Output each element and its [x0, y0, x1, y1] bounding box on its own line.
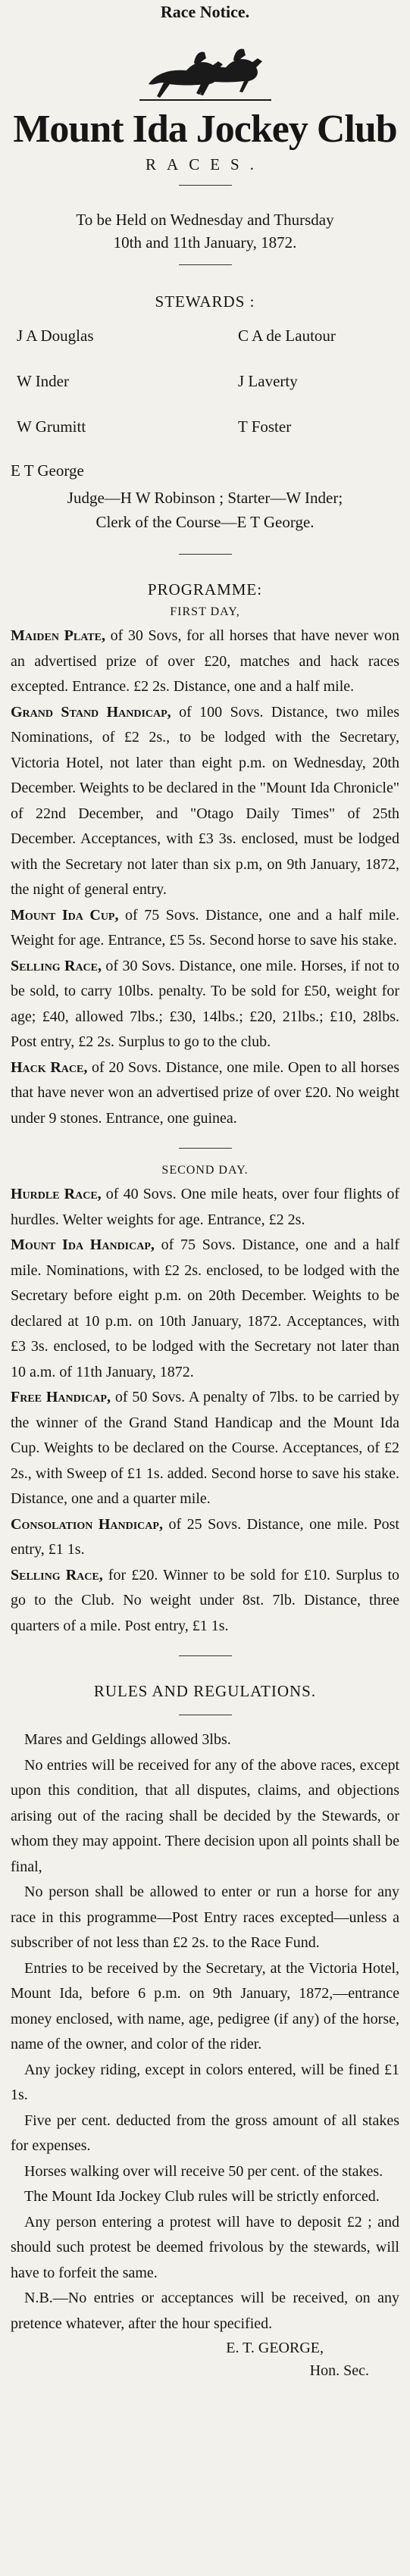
- rule-paragraph: Any person entering a protest will have to deposit £2 ; and should such protest be deemed frivolous by the stewards, will have to forfeit the same.: [11, 2213, 399, 2281]
- race-entry: [11, 700, 399, 903]
- race-entry: [11, 1385, 399, 1512]
- signature-name: E. T. GEORGE,: [226, 2340, 324, 2356]
- signature: [11, 2337, 399, 2382]
- rule-paragraph: Horses walking over will receive 50 per cent. of the stakes.: [24, 2162, 383, 2180]
- stewards-list: [11, 324, 399, 513]
- race-details: of 100 Sovs. Distance, two miles Nominations, of £2 2s., to be lodged with the Secretary, Victoria Hotel, not later than eight p.m. on Wednesday, 20th December. Weights to be declared in the "Mount Ida Chronicle" of 22nd December, and "Otago Daily Times" of 25th December. Acceptances, with £3 3s. enclosed, must be lodged with the Secretary not later than six p.m, on 9th January, 1872, the night of general entry.: [11, 703, 400, 898]
- rule-paragraph: No entries will be received for any of the above races, except upon this condition, that all disputes, claims, and objections arising out of the racing shall be decided by the Stewards, or whom they may appoint. There decision upon all points shall be final,: [11, 1756, 399, 1875]
- race-entry: [11, 1182, 399, 1233]
- second-day-races: [11, 1182, 399, 1639]
- race-title: Selling Race,: [11, 957, 102, 974]
- race-title: Free Handicap,: [11, 1389, 111, 1405]
- race-title: Grand Stand Handicap,: [11, 703, 171, 721]
- race-entry: [11, 1563, 399, 1640]
- race-details: of 20 Sovs. Distance, one mile. Open to all horses that have never won an advertised prize of over £20. No weight under 9 stones. Entrance, one guinea.: [11, 1058, 399, 1127]
- divider: [179, 264, 232, 265]
- race-details: of 75 Sovs. Distance, one and a half mile. Nominations, with £2 2s. enclosed, to be lodged with the Secretary before eight p.m. on 20th December. Weights to be declared at 10 p.m. on 10th January, 1872. Acceptances, with £3 3s. enclosed, to be lodged with the Secretary not later than 10 a.m. of 11th January, 1872.: [11, 1236, 400, 1380]
- race-title: Mount Ida Cup,: [11, 906, 119, 924]
- race-entry: [11, 624, 399, 700]
- race-title: Hurdle Race,: [11, 1186, 102, 1202]
- rule-paragraph: No person shall be allowed to enter or run a horse for any race in this programme—Post Entry races excepted—unless a subscriber of not less than £2 2s. to the Race Fund.: [11, 1884, 399, 1951]
- rule-paragraph: Mares and Geldings allowed 3lbs.: [24, 1731, 231, 1748]
- rules-list: [11, 1727, 399, 2337]
- steward-name: W Inder: [17, 372, 69, 390]
- rule-paragraph: Five per cent. deducted from the gross amount of all stakes for expenses.: [11, 2112, 399, 2154]
- signature-title: Hon. Sec.: [309, 2362, 369, 2379]
- steward-name: E T George: [11, 461, 84, 480]
- stewards-heading: STEWARDS :: [155, 292, 255, 311]
- meeting-dates: [11, 208, 399, 254]
- race-entry: [11, 1233, 399, 1385]
- race-details: of 50 Sovs. A penalty of 7lbs. to be carried by the winner of the Grand Stand Handicap and the Mount Ida Cup. Weights to be declared on the Course. Acceptances, of £2 2s., with Sweep of £1 1s. added. Second horse to save his stake. Distance, one and a quarter mile.: [11, 1389, 399, 1507]
- race-details: of 25 Sovs. Distance, one mile. Post entry, £1 1s.: [11, 1515, 399, 1558]
- race-details: of 30 Sovs. Distance, one mile. Horses, if not to be sold, to carry 10lbs. penalty. To be sold for £50, weight for age; £40, allowed 7lbs.; £30, 14lbs.; £20, 21lbs.; £10, 28lbs. Post entry, £2 2s. Surplus to go to the club.: [11, 957, 400, 1050]
- race-details: of 75 Sovs. Distance, one and a half mile. Weight for age. Entrance, £5 5s. Second horse to save his stake.: [11, 906, 399, 949]
- divider: [179, 554, 232, 555]
- divider: [179, 185, 232, 186]
- rule-paragraph: Entries to be received by the Secretary, at the Victoria Hotel, Mount Ida, before 6 p.m. on 9th January, 1872,—entrance money enclosed, with name, age, pedigree (if any) of the horse, name of the owner, and color of the rider.: [11, 1959, 399, 2052]
- steward-name: J A Douglas: [17, 327, 94, 345]
- race-title: Selling Race,: [11, 1566, 103, 1583]
- rules-heading: RULES AND REGULATIONS.: [93, 1682, 317, 1700]
- race-title: Hack Race,: [11, 1058, 88, 1076]
- races-subtitle: RACES.: [146, 155, 264, 174]
- officials-line-1: Judge—H W Robinson ; Starter—W Inder;: [67, 489, 343, 507]
- race-title: Maiden Plate,: [11, 627, 105, 644]
- race-details: for £20. Winner to be sold for £10. Surplus to go to the Club. No weight under 8st. 7lb. Distance, three quarters of a mile. Post entry, £1 1s.: [11, 1566, 400, 1634]
- steward-name: J Laverty: [238, 372, 298, 390]
- rule-paragraph: N.B.—No entries or acceptances will be received, on any pretence whatever, after the hour specified.: [11, 2290, 399, 2332]
- race-entry: [11, 1055, 399, 1132]
- club-name: Mount Ida Jockey Club: [13, 108, 397, 151]
- first-day-races: [11, 624, 399, 1131]
- race-entry: [11, 903, 399, 954]
- race-title: Consolation Handicap,: [11, 1515, 163, 1533]
- racehorses-illustration: [133, 31, 277, 107]
- rule-paragraph: The Mount Ida Jockey Club rules will be strictly enforced.: [24, 2188, 380, 2205]
- programme-heading: PROGRAMME:: [147, 580, 263, 599]
- officials-line-2: Clerk of the Course—E T George.: [95, 513, 315, 531]
- steward-name: T Foster: [238, 417, 292, 436]
- steward-name: W Grumitt: [17, 417, 86, 436]
- dates-line-2: 10th and 11th January, 1872.: [113, 233, 297, 252]
- race-details: of 30 Sovs, for all horses that have never won an advertised prize of over £20, matches and hack races excepted. Entrance. £2 2s. Distance, one and a half mile.: [11, 627, 399, 695]
- notice-title: Race Notice.: [160, 2, 250, 21]
- divider: [179, 1148, 232, 1149]
- rule-paragraph: Any jockey riding, except in colors entered, will be fined £1 1s.: [11, 2061, 399, 2103]
- steward-name: C A de Lautour: [238, 327, 336, 345]
- second-day-heading: SECOND DAY.: [161, 1164, 249, 1177]
- dates-line-1: To be Held on Wednesday and Thursday: [76, 211, 334, 229]
- race-title: Mount Ida Handicap,: [11, 1236, 155, 1253]
- race-entry: [11, 1512, 399, 1563]
- race-details: of 40 Sovs. One mile heats, over four flights of hurdles. Welter weights for age. Entrance, £2 2s.: [11, 1186, 399, 1228]
- divider: [179, 1655, 232, 1656]
- race-entry: [11, 954, 399, 1055]
- first-day-heading: FIRST DAY,: [170, 605, 240, 618]
